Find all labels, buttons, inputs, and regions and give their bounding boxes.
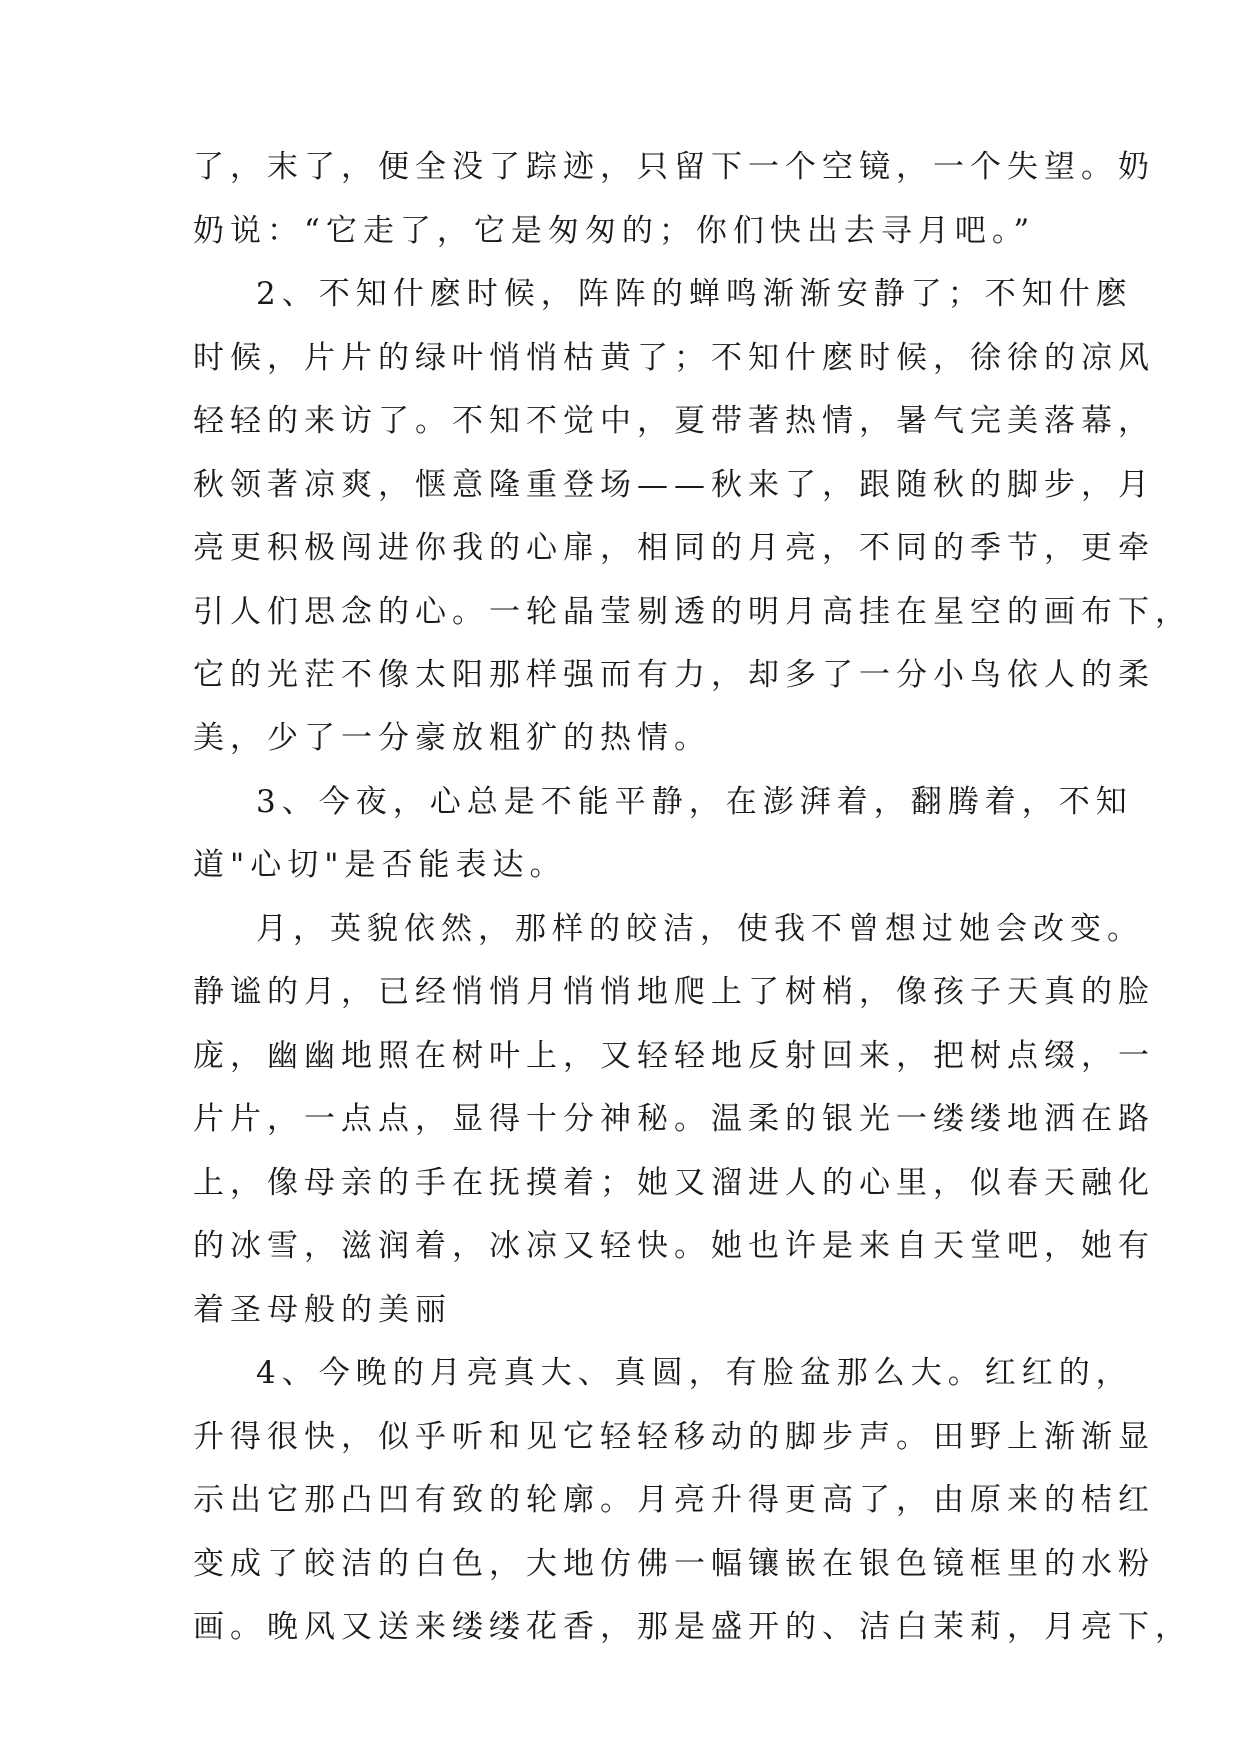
text-line: 了，末了，便全没了踪迹，只留下一个空镜，一个失望。奶 xyxy=(193,149,1155,185)
text-line: 的冰雪，滋润着，冰凉又轻快。她也许是来自天堂吧，她有 xyxy=(193,1228,1155,1264)
paragraph-start: 3、今夜，心总是不能平静，在澎湃着，翻腾着，不知 xyxy=(256,784,1133,820)
text-line: 片片，一点点，显得十分神秘。温柔的银光一缕缕地洒在路 xyxy=(193,1101,1155,1137)
text-line: 亮更积极闯进你我的心扉，相同的月亮，不同的季节，更牵 xyxy=(193,530,1155,566)
text-line: 秋领著凉爽，惬意隆重登场——秋来了，跟随秋的脚步，月 xyxy=(193,467,1155,503)
text-line: 道"心切"是否能表达。 xyxy=(193,847,567,883)
text-line: 庞，幽幽地照在树叶上，又轻轻地反射回来，把树点缀，一 xyxy=(193,1038,1155,1074)
text-line: 升得很快，似乎听和见它轻轻移动的脚步声。田野上渐渐显 xyxy=(193,1419,1155,1455)
text-line: 轻轻的来访了。不知不觉中，夏带著热情，暑气完美落幕， xyxy=(193,403,1155,439)
text-line: 示出它那凸凹有致的轮廓。月亮升得更高了，由原来的桔红 xyxy=(193,1482,1155,1518)
paragraph-start: 2、不知什麽时候，阵阵的蝉鸣渐渐安静了；不知什麽 xyxy=(256,276,1133,312)
text-line: 变成了皎洁的白色，大地仿佛一幅镶嵌在银色镜框里的水粉 xyxy=(193,1546,1155,1582)
text-line: 着圣母般的美丽 xyxy=(193,1292,452,1328)
text-line: 上，像母亲的手在抚摸着；她又溜进人的心里，似春天融化 xyxy=(193,1165,1155,1201)
text-line: 时候，片片的绿叶悄悄枯黄了；不知什麽时候，徐徐的凉风 xyxy=(193,340,1155,376)
paragraph-start: 4、今晚的月亮真大、真圆，有脸盆那么大。红红的， xyxy=(256,1355,1133,1391)
text-line: 引人们思念的心。一轮晶莹剔透的明月高挂在星空的画布下， xyxy=(193,594,1192,630)
text-line: 奶说：“它走了，它是匆匆的；你们快出去寻月吧。” xyxy=(193,213,1036,249)
text-line: 静谧的月，已经悄悄月悄悄地爬上了树梢，像孩子天真的脸 xyxy=(193,974,1155,1010)
text-line: 它的光茫不像太阳那样强而有力，却多了一分小鸟依人的柔 xyxy=(193,657,1155,693)
text-line: 美，少了一分豪放粗犷的热情。 xyxy=(193,720,711,756)
text-line: 画。晚风又送来缕缕花香，那是盛开的、洁白茉莉，月亮下， xyxy=(193,1609,1192,1645)
paragraph-start: 月，英貌依然，那样的皎洁，使我不曾想过她会改变。 xyxy=(256,911,1144,947)
